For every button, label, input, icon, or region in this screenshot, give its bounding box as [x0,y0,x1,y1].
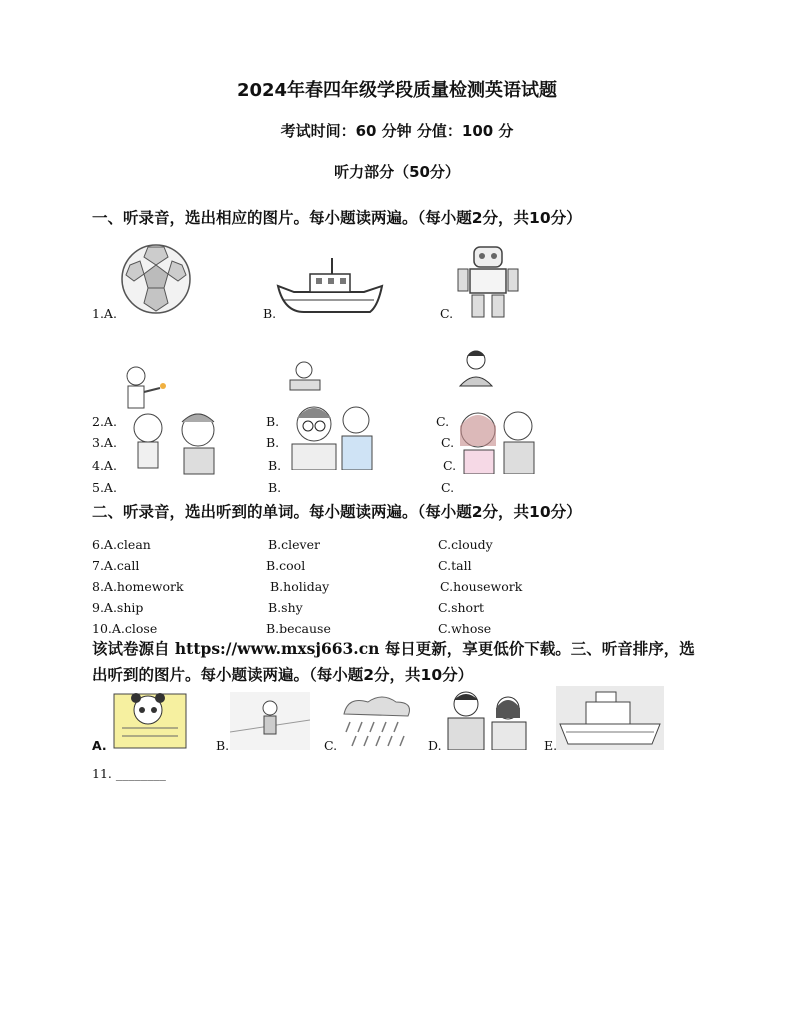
q5-option-c: C. [441,480,455,495]
part-title: 听力部分（50分） [334,163,460,181]
q6-option-b: B.clever [268,537,320,552]
q2-option-a: 2.A. [92,414,117,429]
q1-option-a: 1.A. [92,306,117,321]
man-portrait-image [456,346,498,388]
q9-option-a: 9.A.ship [92,600,144,615]
pic-label-b: B. [216,738,230,753]
q10-option-c: C.whose [438,621,492,636]
q8-option-b: B.holiday [270,579,330,594]
girl-and-grandma-image [454,400,536,474]
source-url-link[interactable]: https://www.mxsj663.cn [174,639,380,658]
q9-option-b: B.shy [268,600,303,615]
q9-option-c: C.short [438,600,485,615]
source-note-prefix: 该试卷源自 [92,640,175,658]
pic-label-c: C. [324,738,338,753]
source-note [92,636,702,688]
q2-option-b: B. [266,414,280,429]
pic-label-e: E. [544,738,558,753]
man-and-woman-image [442,688,532,750]
section3-heading: 每日更新，享更低价下载。三、听音排序，选出听到的图片。每小题读两遍。（每小题2分，共10分） [92,640,695,684]
pic-label-d: D. [428,738,442,753]
q6-option-a: 6.A.clean [92,537,151,552]
section1-heading: 一、听录音，选出相应的图片。每小题读两遍。（每小题2分，共10分） [92,209,582,227]
section2-heading: 二、听录音，选出听到的单词。每小题读两遍。（每小题2分，共10分） [92,503,582,521]
man-with-glasses-image [284,398,380,470]
panda-cartoon-image [108,688,190,750]
q10-option-b: B.because [266,621,331,636]
ferry-ship-image [556,686,664,750]
q10-option-a: 10.A.close [92,621,158,636]
q4-option-c: C. [443,458,457,473]
q11-answer-blank[interactable]: 11. ________ [92,766,166,781]
q8-option-a: 8.A.homework [92,579,184,594]
q5-option-b: B. [268,480,282,495]
q5-option-a: 5.A. [92,480,117,495]
q3-option-c: C. [441,435,455,450]
exam-info: 考试时间：60 分钟 分值：100 分 [280,122,514,140]
q3-option-a: 3.A. [92,435,117,450]
ship-image [274,256,384,318]
q1-option-c: C. [440,306,454,321]
q1-option-b: B. [263,306,277,321]
robot-image [454,243,522,321]
rain-image [338,692,414,750]
pic-label-a: A. [92,738,107,753]
q2-option-c: C. [436,414,450,429]
q3-option-b: B. [266,435,280,450]
q7-option-a: 7.A.call [92,558,140,573]
q8-option-c: C.housework [440,579,523,594]
q7-option-c: C.tall [438,558,472,573]
man-at-desk-image [286,358,326,392]
q4-option-a: 4.A. [92,458,117,473]
q4-option-b: B. [268,458,282,473]
q7-option-b: B.cool [266,558,306,573]
boy-and-grandpa-image [126,404,218,476]
boy-sweeping-image [230,692,310,750]
q6-option-c: C.cloudy [438,537,493,552]
soccer-ball-image [118,243,194,315]
exam-title: 2024年春四年级学段质量检测英语试题 [236,80,558,101]
